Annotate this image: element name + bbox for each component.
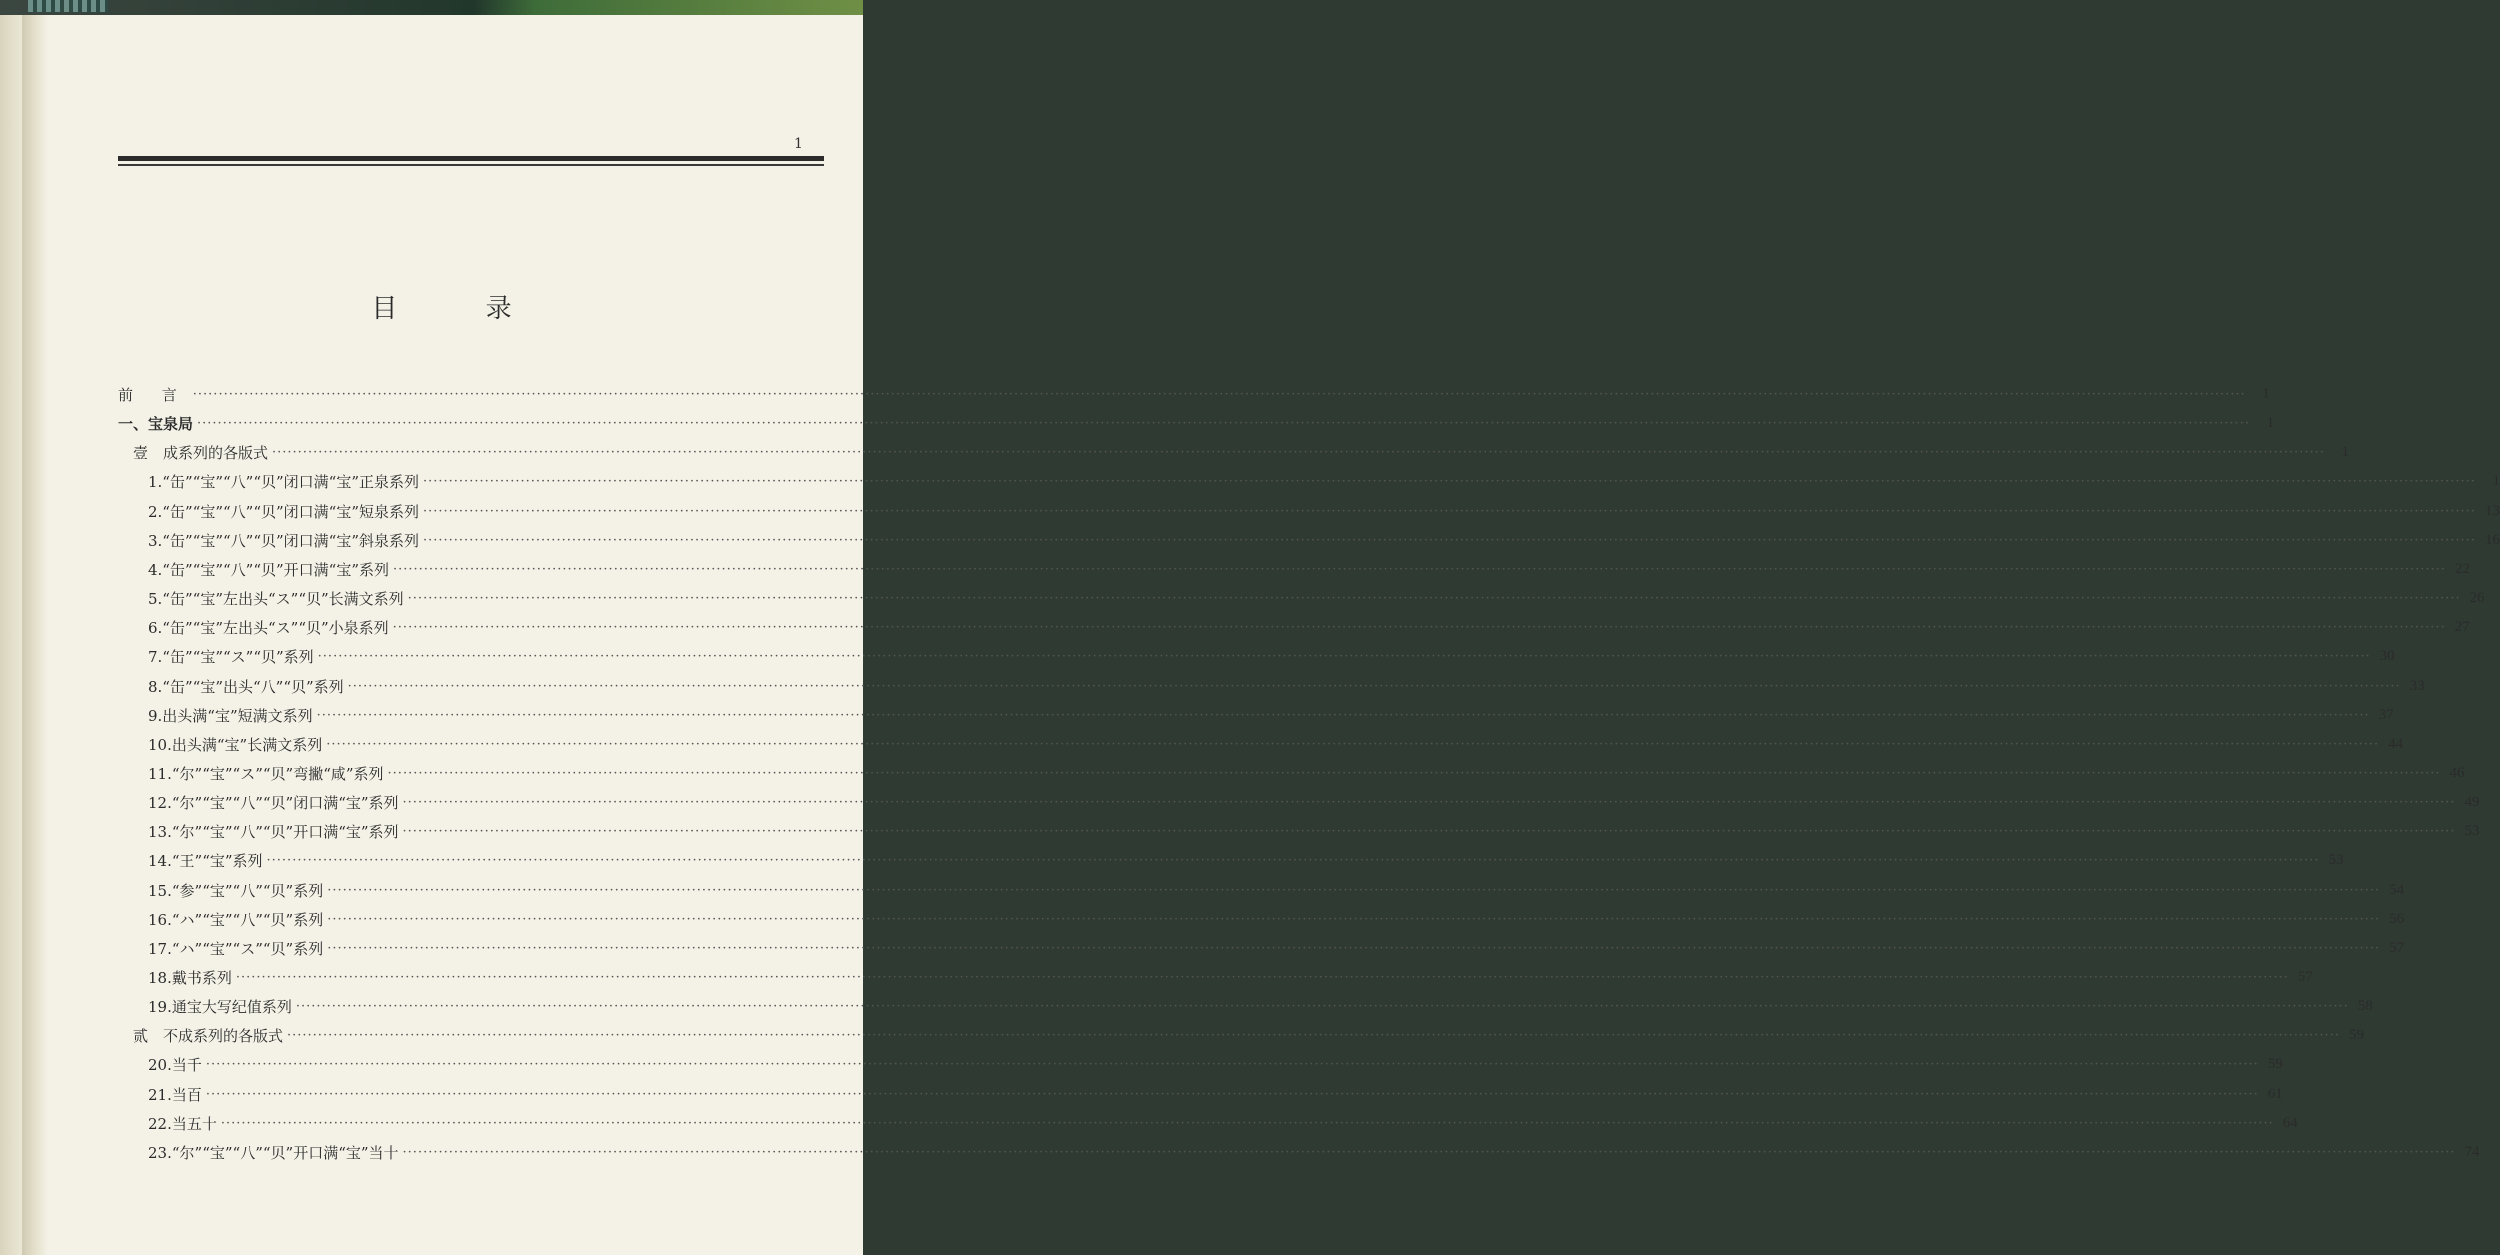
toc-entry-title: 前 言	[118, 386, 189, 404]
toc-entry-page: 1	[2492, 473, 2500, 490]
toc-entry-page: 59	[2348, 1027, 2364, 1044]
toc-entry-page: 54	[2389, 881, 2405, 898]
toc-entry[interactable]	[133, 1021, 2364, 1050]
toc-leader-dots: ················································································································································································································································································································································································································	[327, 940, 2381, 956]
toc-entry-title: 20.当千	[148, 1056, 202, 1075]
toc-entry-title: 14.“王”“宝”系列	[148, 852, 263, 871]
toc-entry-title: 12.“尔”“宝”“八”“贝”闭口满“宝”系列	[148, 794, 399, 813]
toc-entry[interactable]	[148, 497, 2500, 526]
toc-leader-dots: ················································································································································································································································································································································································································	[423, 532, 2476, 548]
toc-entry[interactable]	[118, 409, 2274, 438]
toc-entry-page: 57	[2297, 969, 2313, 985]
facing-page-edge	[0, 15, 22, 1255]
toc-leader-dots: ················································································································································································································································································································································································································	[192, 387, 2246, 402]
toc-entry-title: 18.戴书系列	[148, 969, 232, 987]
toc-entry[interactable]	[148, 934, 2405, 963]
toc-entry-title: 1.“缶”“宝”“八”“贝”闭口满“宝”正泉系列	[148, 473, 419, 492]
toc-entry-page: 33	[2409, 677, 2425, 694]
cover-pattern	[28, 0, 108, 12]
toc-entry-title: 11.“尔”“宝”“ス”“贝”弯撇“咸”系列	[148, 764, 384, 783]
toc-entry-page: 49	[2464, 794, 2480, 811]
toc-leader-dots: ················································································································································································································································································································································································································	[392, 620, 2446, 636]
toc-leader-dots: ················································································································································································································································································································································································································	[402, 1144, 2456, 1160]
toc-entry-title: 壹 成系列的各版式	[133, 444, 269, 463]
toc-entry[interactable]	[148, 672, 2425, 701]
header-rule-thick	[118, 156, 824, 161]
page-title: 目 录	[371, 294, 552, 324]
page-gutter-shadow	[22, 15, 48, 1255]
toc-entry-page: 13	[2484, 502, 2500, 519]
toc-entry[interactable]	[148, 992, 2373, 1021]
toc-entry[interactable]	[148, 613, 2470, 642]
book-cover-edge	[0, 0, 863, 15]
toc-leader-dots: ················································································································································································································································································································································································································	[317, 649, 2371, 665]
toc-entry-page: 27	[2454, 619, 2470, 636]
toc-entry-page: 53	[2464, 823, 2480, 840]
toc-entry-page: 26	[2469, 590, 2485, 607]
toc-entry[interactable]	[148, 817, 2480, 846]
toc-entry-title: 8.“缶”“宝”出头“八”“贝”系列	[148, 677, 344, 696]
toc-entry-page: 56	[2389, 910, 2405, 927]
toc-entry-title: 16.“ハ”“宝”“八”“贝”系列	[148, 910, 324, 929]
toc-leader-dots: ················································································································································································································································································································································································································	[205, 1057, 2259, 1073]
toc-entry[interactable]	[148, 730, 2404, 759]
toc-entry[interactable]	[148, 876, 2405, 905]
toc-entry-title: 一、宝泉局	[118, 415, 194, 434]
toc-leader-dots: ················································································································································································································································································································································································································	[205, 1086, 2259, 1102]
toc-entry-title: 6.“缶”“宝”左出头“ス”“贝”小泉系列	[148, 619, 389, 638]
toc-leader-dots: ················································································································································································································································································································································································································	[197, 416, 2250, 432]
toc-entry[interactable]	[148, 526, 2500, 555]
toc-entry-page: 74	[2464, 1143, 2480, 1160]
toc-entry-title: 15.“参”“宝”“八”“贝”系列	[148, 881, 324, 900]
toc-entry-page: 53	[2328, 852, 2344, 869]
toc-entry-page: 58	[2357, 998, 2373, 1015]
toc-entry-title: 7.“缶”“宝”“ス”“贝”系列	[148, 648, 314, 667]
toc-entry-page: 1	[2266, 415, 2274, 432]
toc-entry-page: 61	[2267, 1085, 2283, 1102]
toc-leader-dots: ················································································································································································································································································································································································································	[235, 970, 2289, 985]
toc-entry[interactable]	[133, 438, 2349, 467]
toc-leader-dots: ················································································································································································································································································································································································································	[347, 678, 2401, 694]
toc-leader-dots: ················································································································································································································································································································································································································	[402, 795, 2456, 811]
toc-leader-dots: ················································································································································································································································································································································································································	[220, 1115, 2274, 1131]
toc-entry-page: 1	[2341, 444, 2349, 461]
toc-entry-page: 44	[2388, 735, 2404, 752]
toc-leader-dots: ················································································································································································································································································································································································································	[327, 911, 2381, 927]
toc-entry-title: 23.“尔”“宝”“八”“贝”开口满“宝”当十	[148, 1143, 399, 1162]
toc-entry-title: 9.出头满“宝”短满文系列	[148, 706, 313, 725]
toc-entry[interactable]	[148, 1138, 2480, 1167]
toc-leader-dots: ················································································································································································································································································································································································································	[287, 1028, 2340, 1044]
toc-leader-dots: ················································································································································································································································································································································································································	[327, 882, 2381, 898]
toc-entry-page: 30	[2379, 648, 2395, 665]
toc-entry-page: 1	[2262, 386, 2270, 402]
toc-entry-title: 10.出头满“宝”长满文系列	[148, 735, 323, 754]
toc-leader-dots: ················································································································································································································································································································································································································	[316, 707, 2370, 723]
toc-entry-title: 3.“缶”“宝”“八”“贝”闭口满“宝”斜泉系列	[148, 531, 419, 550]
toc-entry-title: 4.“缶”“宝”“八”“贝”开口满“宝”系列	[148, 560, 389, 579]
toc-entry[interactable]	[148, 905, 2405, 934]
toc-entry-title: 17.“ハ”“宝”“ス”“贝”系列	[148, 939, 324, 958]
toc-entry-title: 2.“缶”“宝”“八”“贝”闭口满“宝”短泉系列	[148, 502, 419, 521]
toc-entry[interactable]	[148, 759, 2465, 788]
toc-entry-page: 59	[2267, 1056, 2283, 1073]
toc-leader-dots: ················································································································································································································································································································································································································	[407, 591, 2461, 607]
toc-leader-dots: ················································································································································································································································································································································································································	[326, 736, 2380, 752]
toc-leader-dots: ················································································································································································································································································································································································································	[423, 474, 2476, 490]
toc-entry[interactable]	[148, 788, 2480, 817]
toc-entry-page: 16	[2484, 531, 2500, 548]
toc-entry[interactable]	[148, 1080, 2283, 1109]
toc-entry-title: 22.当五十	[148, 1114, 217, 1133]
toc-leader-dots: ················································································································································································································································································································································································································	[295, 999, 2349, 1015]
toc-entry-title: 13.“尔”“宝”“八”“贝”开口满“宝”系列	[148, 823, 399, 842]
toc-entry[interactable]	[148, 963, 2313, 992]
toc-entry-title: 贰 不成系列的各版式	[133, 1027, 284, 1046]
toc-leader-dots: ················································································································································································································································································································································································································	[393, 561, 2446, 577]
toc-leader-dots: ················································································································································································································································································································································································································	[387, 765, 2441, 781]
toc-entry[interactable]	[118, 380, 2270, 409]
toc-entry-page: 46	[2449, 764, 2465, 781]
toc-leader-dots: ················································································································································································································································································································································································································	[272, 445, 2325, 461]
header-rule-thin	[118, 164, 824, 166]
page-number: 1	[794, 136, 803, 152]
toc-entry-title: 21.当百	[148, 1085, 202, 1104]
toc-entry[interactable]	[148, 1109, 2298, 1138]
toc-entry[interactable]	[148, 555, 2470, 584]
toc-entry-page: 22	[2454, 560, 2470, 577]
toc-entry[interactable]	[148, 467, 2500, 496]
toc-entry-page: 57	[2389, 939, 2405, 956]
toc-entry-title: 19.通宝大写纪值系列	[148, 998, 292, 1017]
toc-entry[interactable]	[148, 584, 2485, 613]
toc-leader-dots: ················································································································································································································································································································································································································	[423, 503, 2476, 519]
toc-entry-page: 64	[2282, 1114, 2298, 1131]
toc-entry[interactable]	[148, 846, 2344, 875]
toc-leader-dots: ················································································································································································································································································································································································································	[402, 824, 2456, 840]
toc-entry[interactable]	[148, 642, 2395, 671]
toc-entry-title: 5.“缶”“宝”左出头“ス”“贝”长满文系列	[148, 590, 404, 609]
toc-entry-page: 37	[2378, 706, 2394, 723]
toc-leader-dots: ················································································································································································································································································································································································································	[266, 853, 2320, 869]
toc-entry[interactable]	[148, 701, 2394, 730]
toc-entry[interactable]	[148, 1050, 2283, 1079]
